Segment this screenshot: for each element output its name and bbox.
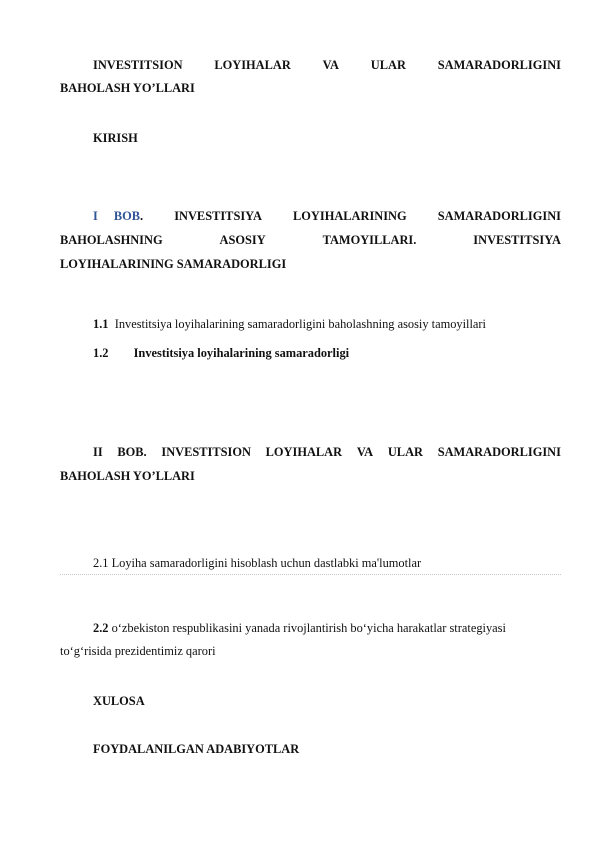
chapter1-word: BAHOLASHNING — [60, 233, 163, 247]
section-2-2-line1 — [93, 621, 561, 636]
section-title: o‘zbekiston respublikasini yanada rivojlantirish bo‘yicha harakatlar strategiyasi — [111, 621, 506, 635]
title-word: SAMARADORLIGINI — [437, 58, 561, 72]
title-word: ULAR — [370, 58, 406, 72]
heading-references: FOYDALANILGAN ADABIYOTLAR — [93, 742, 300, 756]
heading-conclusion: XULOSA — [93, 694, 145, 708]
section-2-1: 2.1 Loyiha samaradorligini hisoblash uchun dastlabki ma'lumotlar — [93, 556, 422, 570]
chapter1-heading-line1 — [93, 209, 561, 224]
chapter2-word: II — [93, 445, 103, 459]
heading-intro: KIRISH — [93, 131, 138, 145]
chapter1-word: TAMOYILLARI. — [322, 233, 417, 247]
chapter1-heading-line3: LOYIHALARINING SAMARADORLIGI — [60, 257, 287, 271]
section-title: Investitsiya loyihalarining samaradorligi — [133, 346, 350, 360]
chapter1-heading-line2 — [60, 233, 561, 248]
chapter1-word: INVESTITSIYA — [473, 233, 561, 247]
section-divider — [60, 574, 561, 575]
section-title: Investitsiya loyihalarining samaradorligini baholashning asosiy tamoyillari — [114, 317, 487, 331]
section-1-1 — [93, 317, 561, 332]
section-number: 1.1 — [93, 317, 109, 331]
chapter2-word: INVESTITSION — [161, 445, 251, 459]
chapter1-label — [93, 209, 143, 224]
title-word: LOYIHALAR — [214, 58, 291, 72]
section-2-2-text — [93, 621, 506, 636]
chapter2-word: VA — [356, 445, 374, 459]
chapter2-word: ULAR — [387, 445, 423, 459]
chapter2-word: LOYIHALAR — [265, 445, 343, 459]
chapter2-heading-line2: BAHOLASH YO’LLARI — [60, 469, 195, 483]
chapter2-heading-line1 — [93, 445, 561, 460]
chapter2-word: SAMARADORLIGINI — [437, 445, 561, 459]
chapter1-roman: I — [93, 209, 98, 223]
chapter1-word: INVESTITSIYA — [174, 209, 262, 223]
doc-title-line2: BAHOLASH YO’LLARI — [60, 81, 195, 95]
section-number: 2.2 — [93, 621, 109, 635]
title-word: VA — [322, 58, 339, 72]
section-1-2 — [93, 346, 561, 361]
doc-title-line1 — [93, 58, 561, 73]
chapter2-word: BOB. — [117, 445, 147, 459]
chapter1-word: LOYIHALARINING — [293, 209, 407, 223]
chapter1-bob: BOB — [113, 209, 140, 223]
section-number: 1.2 — [93, 346, 109, 360]
chapter1-word: ASOSIY — [219, 233, 266, 247]
section-2-2-line2: to‘g‘risida prezidentimiz qarori — [60, 644, 216, 658]
chapter1-word: SAMARADORLIGINI — [437, 209, 561, 223]
chapter1-dot: . — [140, 209, 144, 223]
title-word: INVESTITSION — [93, 58, 183, 72]
